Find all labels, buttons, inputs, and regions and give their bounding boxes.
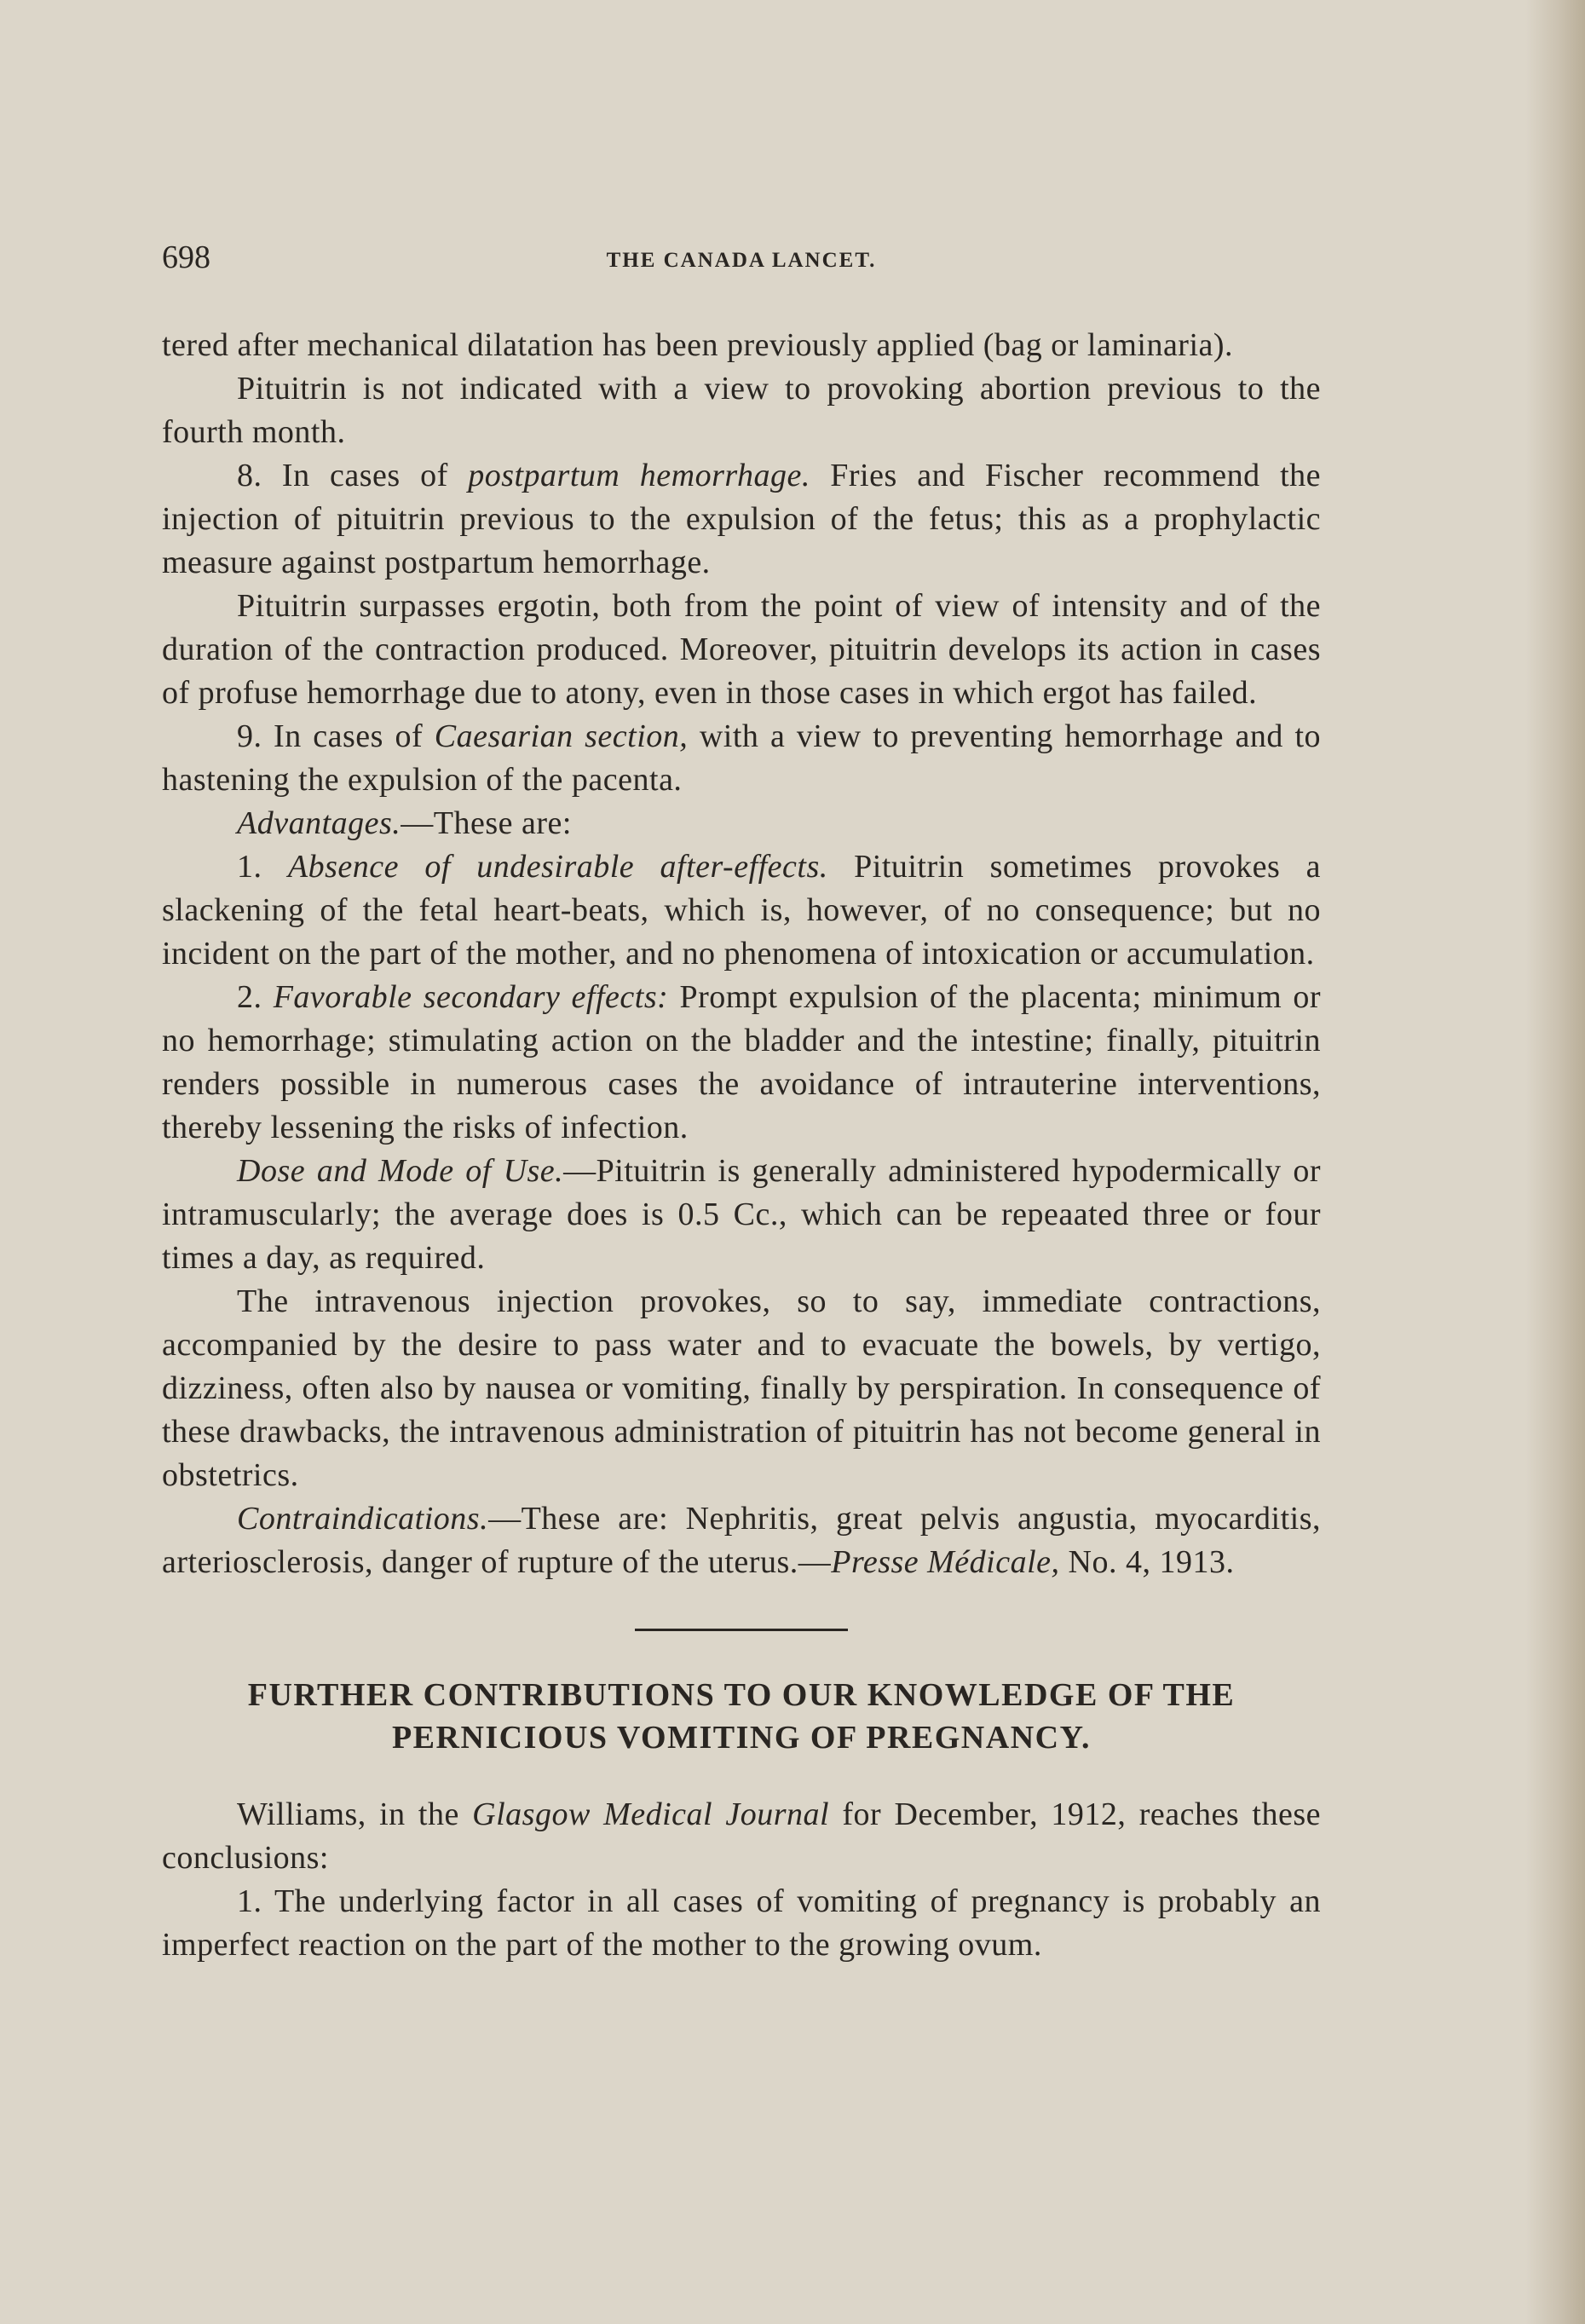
article-body (162, 324, 1321, 1584)
paragraph-continuation: tered after mechanical dilatation has been previously applied (bag or laminaria). (162, 327, 1234, 363)
running-title: THE CANADA LANCET. (606, 249, 877, 272)
paragraph: Pituitrin is not indicated with a view to provoking abortion previous to the fourth month. (162, 371, 1321, 450)
section-heading: FURTHER CONTRIBUTIONS TO OUR KNOWLEDGE OF THE PERNICIOUS VOMITING OF PREGNANCY. (247, 1677, 1236, 1756)
paragraph: Advantages.—These are: (237, 805, 572, 841)
section-body (162, 1793, 1321, 1967)
paragraph: Contraindications.—These are: Nephritis, great pelvis angustia, myocarditis, arteriosclerosis, danger of rupture of the uterus.—Presse Médicale, No. 4, 1913. (162, 1501, 1321, 1580)
paragraph: Dose and Mode of Use.—Pituitrin is generally administered hypodermically or intramuscularly; the average does is 0.5 Cc., which can be repeaated three or four times a day, as required. (162, 1153, 1321, 1276)
book-page (162, 230, 1321, 1967)
paragraph: 1. The underlying factor in all cases of vomiting of pregnancy is probably an imperfect reaction on the part of the mother to the growing ovum. (162, 1883, 1321, 1963)
paragraph: The intravenous injection provokes, so to say, immediate contractions, accompanied by the desire to pass water and to evacuate the bowels, by vertigo, dizziness, often also by nausea or vomiting, finally by perspiration. In consequence of these drawbacks, the intravenous administration of pituitrin has not become general in obstetrics. (162, 1283, 1321, 1493)
page-edge-shadow (1525, 0, 1585, 2324)
page-number: 698 (162, 239, 210, 275)
paragraph: Williams, in the Glasgow Medical Journal for December, 1912, reaches these conclusions: (162, 1796, 1321, 1876)
paragraph: 1. Absence of undesirable after-effects. Pituitrin sometimes provokes a slackening of the fetal heart-beats, which is, however, of no consequence; but no incident on the part of the mother, and no phenomena of intoxication or accumulation. (162, 849, 1322, 972)
paragraph: 2. Favorable secondary effects: Prompt expulsion of the placenta; minimum or no hemorrhage; stimulating action on the bladder and the intestine; finally, pituitrin renders possible in numerous cases the avoidance of intrauterine interventions, thereby lessening the risks of infection. (162, 979, 1321, 1145)
paragraph: 8. In cases of postpartum hemorrhage. Fries and Fischer recommend the injection of pituitrin previous to the expulsion of the fetus; this as a prophylactic measure against postpartum hemorrhage. (162, 458, 1322, 580)
paragraph: Pituitrin surpasses ergotin, both from the point of view of intensity and of the duration of the contraction produced. Moreover, pituitrin develops its action in cases of profuse hemorrhage due to atony, even in those cases in which ergot has failed. (162, 588, 1321, 711)
page-header (162, 230, 1321, 281)
paragraph: 9. In cases of Caesarian section, with a view to preventing hemorrhage and to hastening the expulsion of the pacenta. (162, 718, 1322, 798)
section-divider (635, 1629, 848, 1631)
